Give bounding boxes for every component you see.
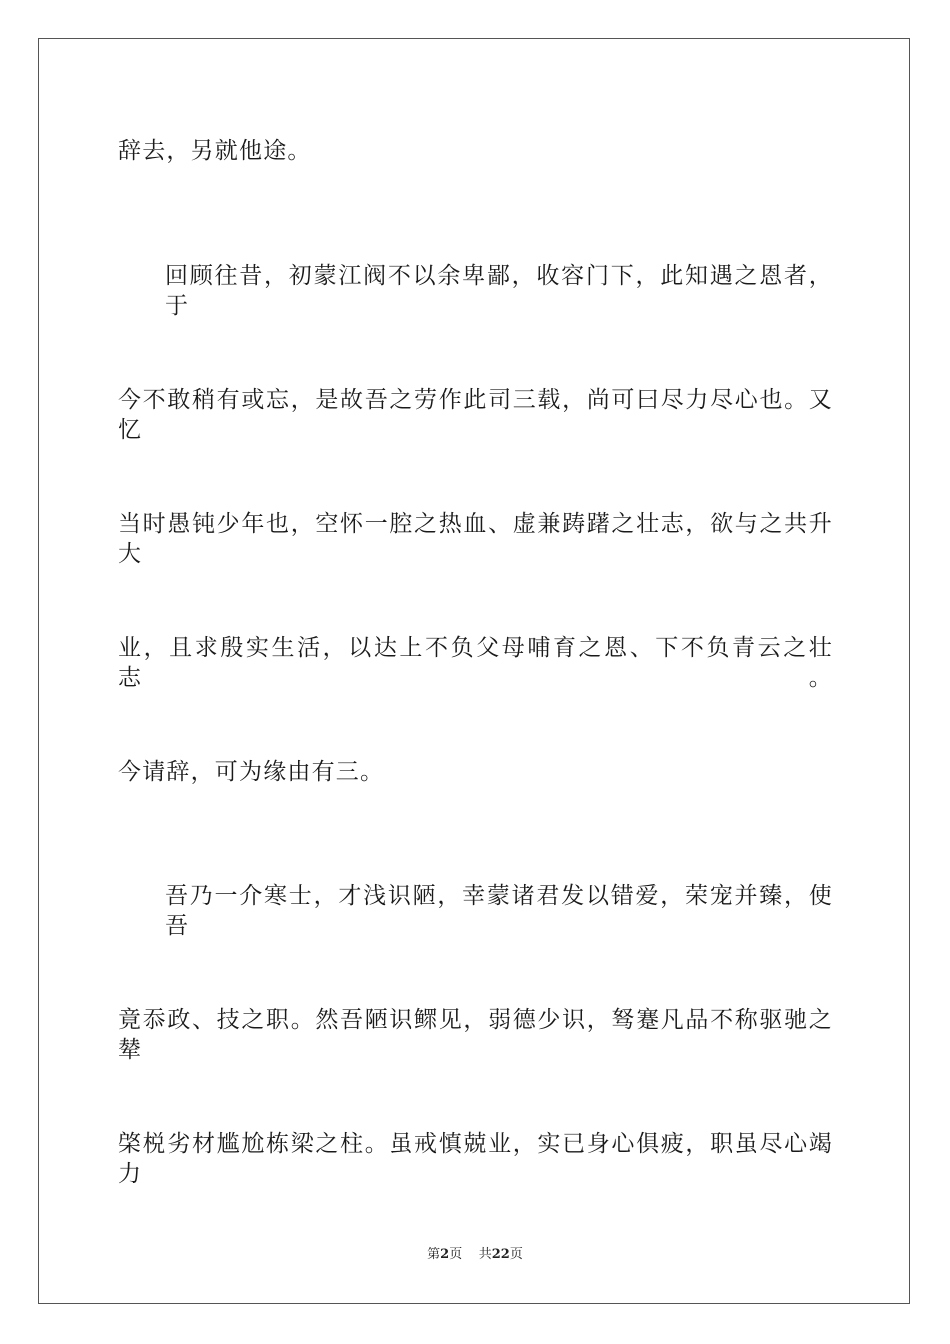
page-prefix: 第: [427, 1247, 441, 1262]
text-line-5: 业，且求殷实生活，以达上不负父母哺育之恩、下不负青云之壮志。: [118, 635, 833, 691]
page-footer: [0, 1246, 950, 1264]
page-number: 2: [440, 1247, 450, 1262]
text-line-7: 吾乃一介寒士，才浅识陋，幸蒙诸君发以错爱，荣宠并臻，使吾: [165, 883, 833, 939]
text-line-9: 棨棁劣材尴尬栋梁之柱。虽戒慎兢业，实已身心俱疲，职虽尽心竭力: [118, 1131, 833, 1187]
text-line-8: 竟忝政、技之职。然吾陋识鳏见，弱德少识，驽蹇凡品不称驱驰之辇: [118, 1007, 833, 1063]
total-pages: 22: [491, 1247, 510, 1262]
total-suffix: 页: [509, 1247, 523, 1262]
text-line-6: 今请辞，可为缘由有三。: [118, 759, 385, 785]
page-suffix: 页: [449, 1247, 463, 1262]
text-line-2: 回顾往昔，初蒙江阀不以余卑鄙，收容门下，此知遇之恩者，于: [165, 263, 833, 319]
text-line-4: 当时愚钝少年也，空怀一腔之热血、虚兼踌躇之壮志，欲与之共升大: [118, 511, 833, 567]
text-line-3: 今不敢稍有或忘，是故吾之劳作此司三载，尚可曰尽力尽心也。又忆: [118, 387, 833, 443]
total-prefix: 共: [478, 1247, 492, 1262]
text-line-1: 辞去，另就他途。: [118, 138, 312, 164]
